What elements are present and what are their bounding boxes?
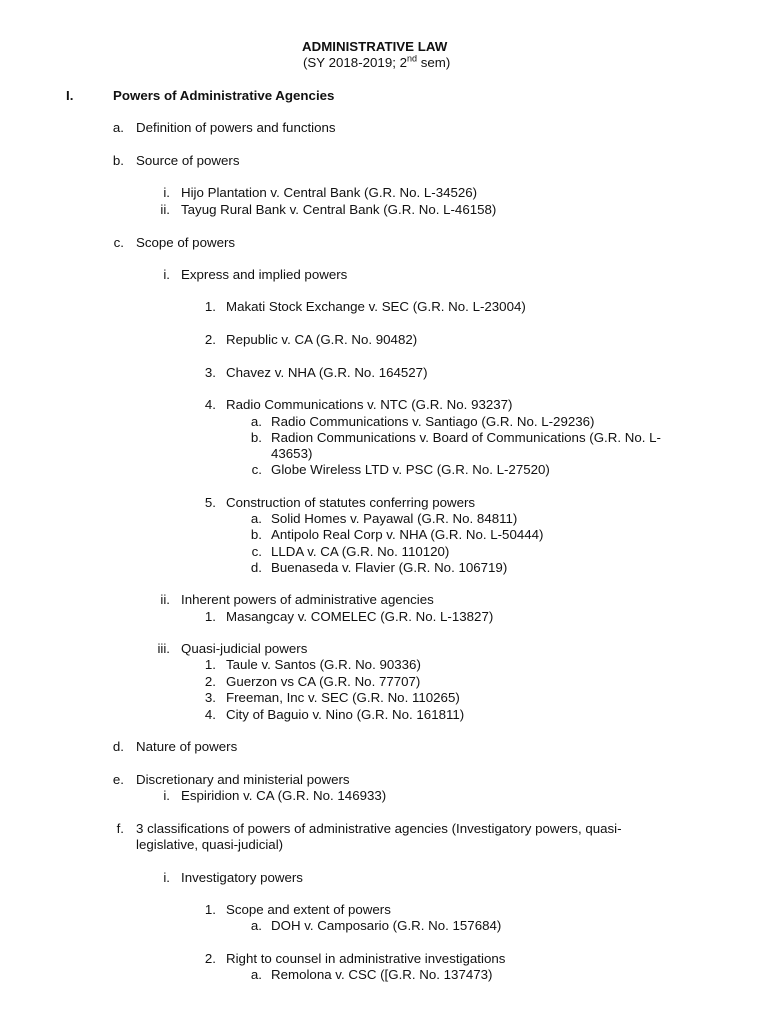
list-item-text: LLDA v. CA (G.R. No. 110120): [271, 544, 450, 559]
list-marker: i.: [163, 870, 170, 885]
list-marker: d.: [112, 739, 124, 754]
list-marker: a.: [112, 120, 124, 135]
list-marker: b.: [250, 430, 262, 445]
list-marker: 1.: [204, 657, 216, 672]
list-marker: 1.: [204, 902, 216, 917]
list-marker: i.: [163, 267, 170, 282]
list-marker: e.: [112, 772, 124, 787]
list-item-text: Tayug Rural Bank v. Central Bank (G.R. No. L-46158): [181, 202, 497, 217]
list-marker: a.: [250, 967, 262, 982]
list-item-text: Buenaseda v. Flavier (G.R. No. 106719): [271, 560, 508, 575]
list-item-text: Right to counsel in administrative investigations: [226, 951, 506, 966]
document-title: ADMINISTRATIVE LAW: [302, 39, 448, 54]
list-marker: 2.: [204, 674, 216, 689]
list-marker: d.: [250, 560, 262, 575]
list-marker: i.: [163, 788, 170, 803]
list-item-text: DOH v. Camposario (G.R. No. 157684): [271, 918, 502, 933]
list-item-text: 43653): [271, 446, 313, 461]
list-item-text: Republic v. CA (G.R. No. 90482): [226, 332, 418, 347]
list-marker: c.: [251, 544, 262, 559]
list-marker: 1.: [204, 299, 216, 314]
list-item-text: Antipolo Real Corp v. NHA (G.R. No. L-50444): [271, 527, 544, 542]
list-item-text: Investigatory powers: [181, 870, 303, 885]
list-marker: i.: [163, 185, 170, 200]
list-item-text: Discretionary and ministerial powers: [136, 772, 350, 787]
list-marker: 2.: [204, 332, 216, 347]
list-marker: 3.: [204, 690, 216, 705]
list-marker: iii.: [157, 641, 170, 656]
list-item-text: Definition of powers and functions: [136, 120, 336, 135]
list-marker: b.: [250, 527, 262, 542]
list-item-text: Inherent powers of administrative agencies: [181, 592, 434, 607]
subtitle-suffix: sem): [417, 55, 451, 70]
list-item-text: Globe Wireless LTD v. PSC (G.R. No. L-27520): [271, 462, 550, 477]
document-subtitle: [303, 55, 450, 71]
list-marker: 1.: [204, 609, 216, 624]
list-marker: 3.: [204, 365, 216, 380]
list-item-text: Source of powers: [136, 153, 240, 168]
list-item-text: Radio Communications v. NTC (G.R. No. 93237): [226, 397, 513, 412]
list-item-text: Nature of powers: [136, 739, 238, 754]
list-item-text: Taule v. Santos (G.R. No. 90336): [226, 657, 421, 672]
list-marker: a.: [250, 414, 262, 429]
list-marker: ii.: [160, 202, 170, 217]
list-item-text: Radio Communications v. Santiago (G.R. No. L-29236): [271, 414, 595, 429]
list-item-text: Hijo Plantation v. Central Bank (G.R. No. L-34526): [181, 185, 478, 200]
subtitle-sup: nd: [407, 53, 418, 64]
list-item-text: Quasi-judicial powers: [181, 641, 308, 656]
list-item-text: Masangcay v. COMELEC (G.R. No. L-13827): [226, 609, 494, 624]
list-item-text: Espiridion v. CA (G.R. No. 146933): [181, 788, 387, 803]
list-item-text: Express and implied powers: [181, 267, 348, 282]
subtitle-prefix: (SY 2018-2019; 2: [303, 55, 407, 70]
list-item-text: Construction of statutes conferring powers: [226, 495, 476, 510]
list-item-text: Guerzon vs CA (G.R. No. 77707): [226, 674, 421, 689]
list-marker: 5.: [204, 495, 216, 510]
list-item-text: Freeman, Inc v. SEC (G.R. No. 110265): [226, 690, 460, 705]
list-item-text: Scope and extent of powers: [226, 902, 391, 917]
section-heading: Powers of Administrative Agencies: [113, 88, 335, 103]
list-item-text: legislative, quasi-judicial): [136, 837, 284, 852]
list-marker: f.: [116, 821, 124, 836]
list-marker: a.: [250, 918, 262, 933]
list-marker: 4.: [204, 397, 216, 412]
list-item-text: 3 classifications of powers of administrative agencies (Investigatory powers, quasi-: [136, 821, 622, 836]
list-item-text: City of Baguio v. Nino (G.R. No. 161811): [226, 707, 465, 722]
list-marker: b.: [112, 153, 124, 168]
list-marker: 2.: [204, 951, 216, 966]
list-marker: c.: [113, 235, 124, 250]
list-item-text: Scope of powers: [136, 235, 236, 250]
list-item-text: Radion Communications v. Board of Communications (G.R. No. L-: [271, 430, 661, 445]
list-marker: a.: [250, 511, 262, 526]
section-marker: I.: [66, 88, 74, 103]
list-item-text: Remolona v. CSC ([G.R. No. 137473): [271, 967, 493, 982]
list-item-text: Solid Homes v. Payawal (G.R. No. 84811): [271, 511, 518, 526]
list-item-text: Chavez v. NHA (G.R. No. 164527): [226, 365, 428, 380]
list-item-text: Makati Stock Exchange v. SEC (G.R. No. L-23004): [226, 299, 526, 314]
list-marker: ii.: [160, 592, 170, 607]
list-marker: c.: [251, 462, 262, 477]
list-marker: 4.: [204, 707, 216, 722]
